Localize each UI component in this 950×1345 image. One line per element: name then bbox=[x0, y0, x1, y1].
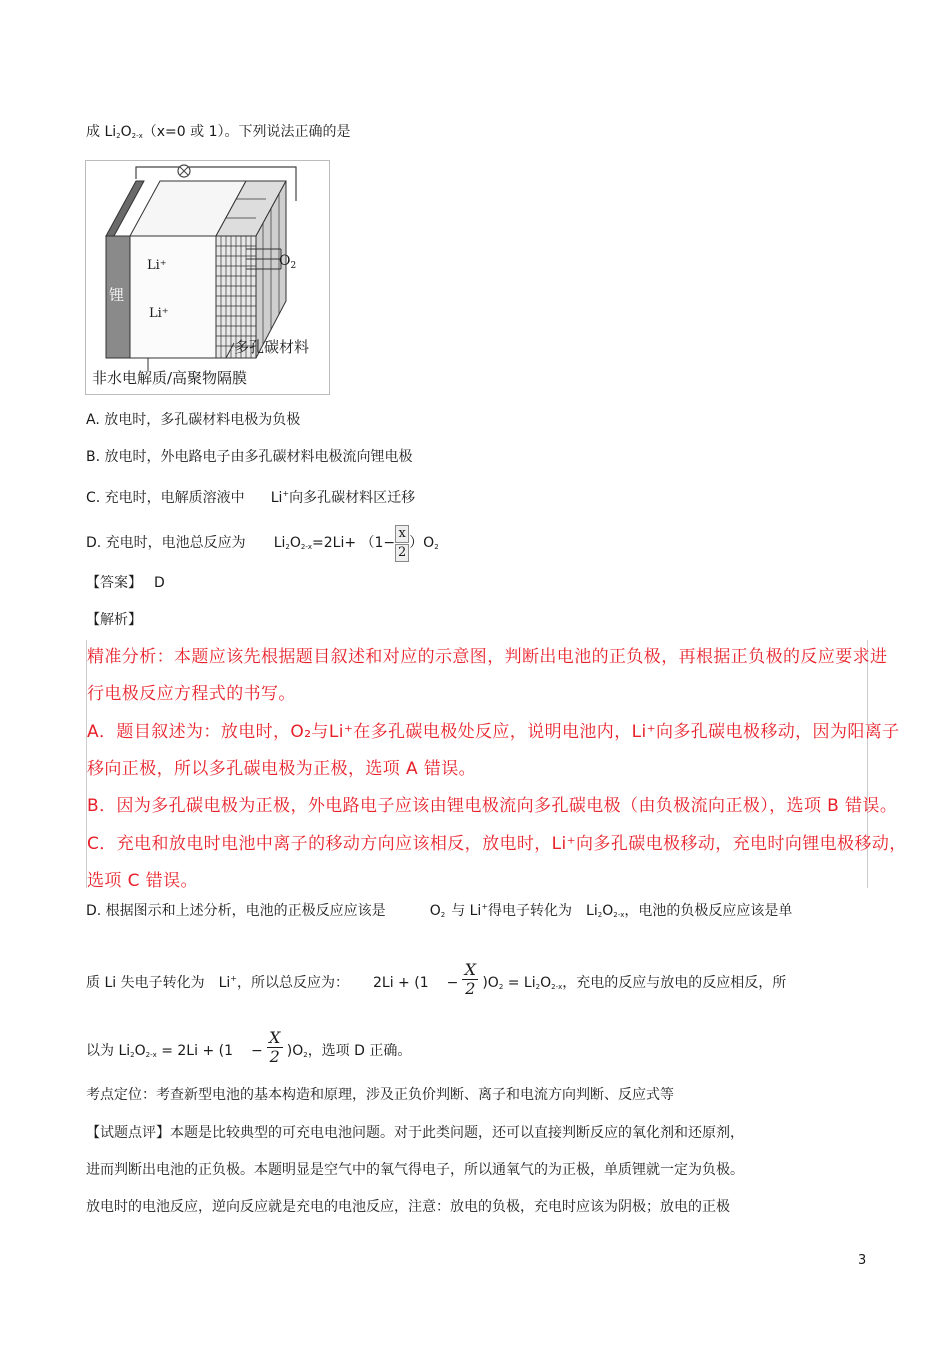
option-c: C. 充电时，电解质溶液中 Li+向多孔碳材料区迁移 bbox=[86, 489, 416, 506]
red-line-7: 选项 C 错误。 bbox=[87, 871, 198, 891]
kaodian-line: 考点定位：考查新型电池的基本构造和原理，涉及正负价判断、离子和电流方向判断、反应式等 bbox=[86, 1087, 674, 1103]
li-ion-label-bottom: Li⁺ bbox=[149, 306, 169, 321]
review-line-2: 进而判断出电池的正负极。本题明显是空气中的氧气得电子，所以通氧气的为正极，单质锂就一定为负极。 bbox=[86, 1162, 744, 1178]
li-ion-label-top: Li⁺ bbox=[147, 258, 167, 273]
porous-carbon-label: 多孔碳材料 bbox=[234, 338, 310, 356]
d-analysis-line-2: 质 Li 失电子转化为 Li+，所以总反应为： 2Li + (1 − $\frac{X}{2}$ )$O_2 = Li_2O_{2-x}$，充电的反应与放电的反应相反，所 bbox=[86, 960, 787, 998]
red-line-2: 行电极反应方程式的书写。 bbox=[87, 684, 296, 704]
red-line-6: C．充电和放电时电池中离子的移动方向应该相反，放电时，Li⁺向多孔碳电极移动，充电时向锂电极移动， bbox=[87, 834, 907, 854]
red-line-1: 精准分析：本题应该先根据题目叙述和对应的示意图，判断出电池的正负极，再根据正负极的反应要求进 bbox=[87, 647, 888, 667]
o2-label: $O_2$ bbox=[279, 253, 297, 271]
red-line-3: A．题目叙述为：放电时，O₂与Li⁺在多孔碳电极处反应，说明电池内，Li⁺向多孔碳电极移动，因为阳离子 bbox=[87, 722, 900, 742]
option-b: B. 放电时，外电路电子由多孔碳材料电极流向锂电极 bbox=[86, 449, 413, 465]
analysis-label: 【解析】 bbox=[86, 612, 142, 628]
electrolyte-region bbox=[130, 236, 216, 358]
red-line-4: 移向正极，所以多孔碳电极为正极，选项 A 错误。 bbox=[87, 759, 477, 779]
d-analysis-line-3: 以为 $Li_2O_{2-x} = 2Li + (1$ − $\frac{X}{2}$ )$O_2$，选项 D 正确。 bbox=[86, 1028, 412, 1066]
review-line-1: 【试题点评】本题是比较典型的可充电电池问题。对于此类问题，还可以直接判断反应的氧化剂和还原剂， bbox=[86, 1125, 744, 1141]
review-line-3: 放电时的电池反应，逆向反应就是充电的电池反应，注意：放电的负极，充电时应该为阴极；放电的正极 bbox=[86, 1199, 730, 1215]
answer-line: 【答案】 D bbox=[86, 575, 165, 591]
fraction-x-over-2: $\frac{X}{2}$ bbox=[462, 961, 478, 998]
intro-line: 成 $Li_2O_{2-x}(x=0$ 或 1）。下列说法正确的是 bbox=[86, 124, 351, 140]
membrane-label: 非水电解质/高聚物隔膜 bbox=[92, 369, 248, 387]
option-d: D. 充电时，电池总反应为 $Li_2O_{2-x}=2Li+ (1-$ $\frac{x}{2}$ ）$O_2$ bbox=[86, 512, 439, 574]
d-analysis-line-1: D. 根据图示和上述分析，电池的正极反应应该是 $O_2$ 与 Li+得电子转化为 $Li_2O_{2-x}$，电池的负极反应应该是单 bbox=[86, 902, 793, 919]
fraction-x-over-2-b: $\frac{X}{2}$ bbox=[267, 1029, 283, 1066]
battery-figure bbox=[85, 160, 330, 395]
analysis-red-box bbox=[86, 640, 907, 891]
d-fraction: $\frac{x}{2}$ bbox=[395, 524, 409, 563]
red-line-5: B．因为多孔碳电极为正极，外电路电子应该由锂电极流向多孔碳电极（由负极流向正极），选项 B 错误。 bbox=[87, 796, 898, 816]
lithium-label: 锂 bbox=[109, 286, 125, 304]
option-a: A. 放电时，多孔碳材料电极为负极 bbox=[86, 412, 301, 428]
page-number: 3 bbox=[858, 1253, 867, 1268]
battery-diagram bbox=[86, 161, 329, 394]
